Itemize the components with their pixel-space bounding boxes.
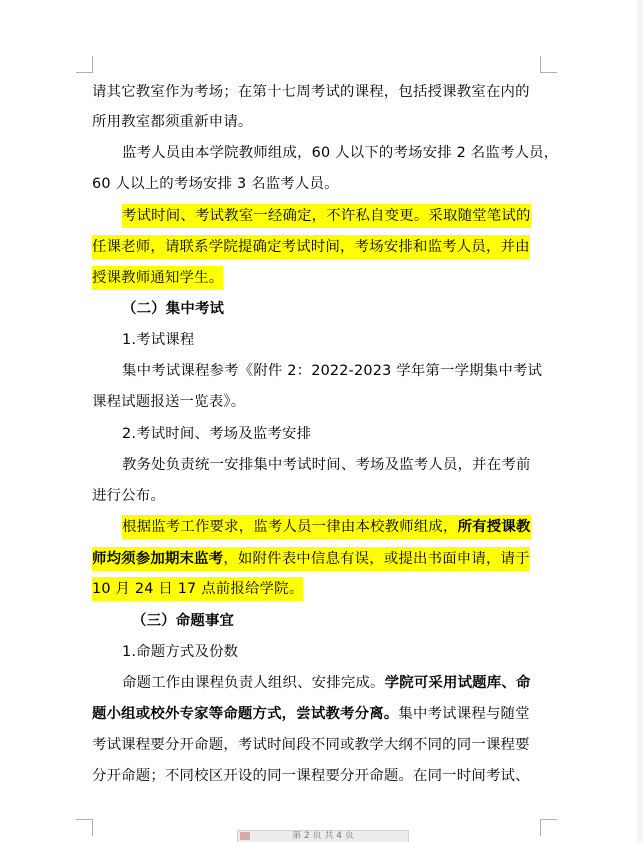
text-run: 学院可采用试题库、命	[384, 675, 531, 691]
text-run: 请其它教室作为考场；在第十七周考试的课程，包括授课教室在内的	[92, 84, 530, 100]
text-run: （三）命题事宜	[132, 613, 235, 629]
crop-mark-top-right	[540, 56, 557, 73]
crop-mark-bottom-left	[76, 819, 93, 836]
text-line	[122, 640, 238, 664]
text-line	[92, 484, 165, 508]
text-run: 60 人以上的考场安排 3 名监考人员。	[92, 176, 339, 192]
text-run: 题小组或校外专家等命题方式，尝试教考分离。	[92, 706, 399, 722]
text-line	[92, 702, 530, 726]
text-run: 集中考试课程参考《附件 2：2022-2023 学年第一学期集中考试	[122, 363, 543, 379]
text-line	[92, 764, 530, 788]
text-line	[122, 297, 224, 321]
crop-mark-bottom-right	[540, 819, 557, 836]
text-run: 课程试题报送一览表》。	[92, 394, 246, 410]
text-line	[122, 141, 558, 165]
text-run: 2.考试时间、考场及监考安排	[122, 426, 312, 442]
text-run: 监考人员由本学院教师组成，60 人以下的考场安排 2 名监考人员，	[122, 145, 559, 161]
text-run: 命题工作由课程负责人组织、安排完成。	[122, 675, 385, 691]
page-status-icon	[240, 832, 250, 840]
text-line	[92, 266, 223, 290]
text-run: 所有授课教	[458, 515, 531, 539]
text-run: 进行公布。	[92, 488, 165, 504]
crop-mark-top-left	[76, 56, 93, 73]
text-run: ，如附件表中信息有误，或提出书面申请，请于	[223, 547, 529, 571]
text-line	[92, 110, 253, 134]
page-number-text: 第 2 页 共 4 页	[292, 831, 354, 841]
text-run: 1.命题方式及份数	[122, 644, 239, 660]
text-line	[122, 453, 531, 477]
text-line	[92, 547, 530, 571]
text-line	[122, 422, 311, 446]
text-line	[92, 733, 530, 757]
page-footer	[237, 830, 409, 842]
text-run: 授课教师通知学生。	[92, 266, 223, 290]
text-line	[122, 328, 195, 352]
text-line	[92, 235, 530, 259]
text-run: （二）集中考试	[122, 301, 225, 317]
text-line	[92, 577, 303, 601]
text-run: 1.考试课程	[122, 332, 195, 348]
text-run: 师均须参加期末监考	[92, 547, 223, 571]
text-run: 10 月 24 日 17 点前报给学院。	[92, 577, 303, 601]
text-line	[92, 390, 245, 414]
text-line	[92, 172, 339, 196]
text-line	[122, 204, 531, 228]
text-run: 考试时间、考试教室一经确定，不许私自变更。采取随堂笔试的	[122, 204, 531, 228]
text-run: 任课老师，请联系学院提确定考试时间，考场安排和监考人员，并由	[92, 235, 530, 259]
vertical-scrollbar[interactable]	[637, 0, 643, 841]
text-run: 集中考试课程与随堂	[398, 706, 530, 722]
text-run: 根据监考工作要求，监考人员一律由本校教师组成，	[122, 515, 458, 539]
text-run: 考试课程要分开命题，考试时间段不同或教学大纲不同的同一课程要	[92, 737, 530, 753]
text-line	[122, 671, 531, 695]
text-run: 教务处负责统一安排集中考试时间、考场及监考人员，并在考前	[122, 457, 531, 473]
text-run: 所用教室都须重新申请。	[92, 114, 253, 130]
text-line	[92, 80, 530, 104]
text-run: 分开命题；不同校区开设的同一课程要分开命题。在同一时间考试、	[92, 768, 530, 784]
text-line	[122, 515, 531, 539]
text-line	[132, 609, 234, 633]
text-line	[122, 359, 542, 383]
